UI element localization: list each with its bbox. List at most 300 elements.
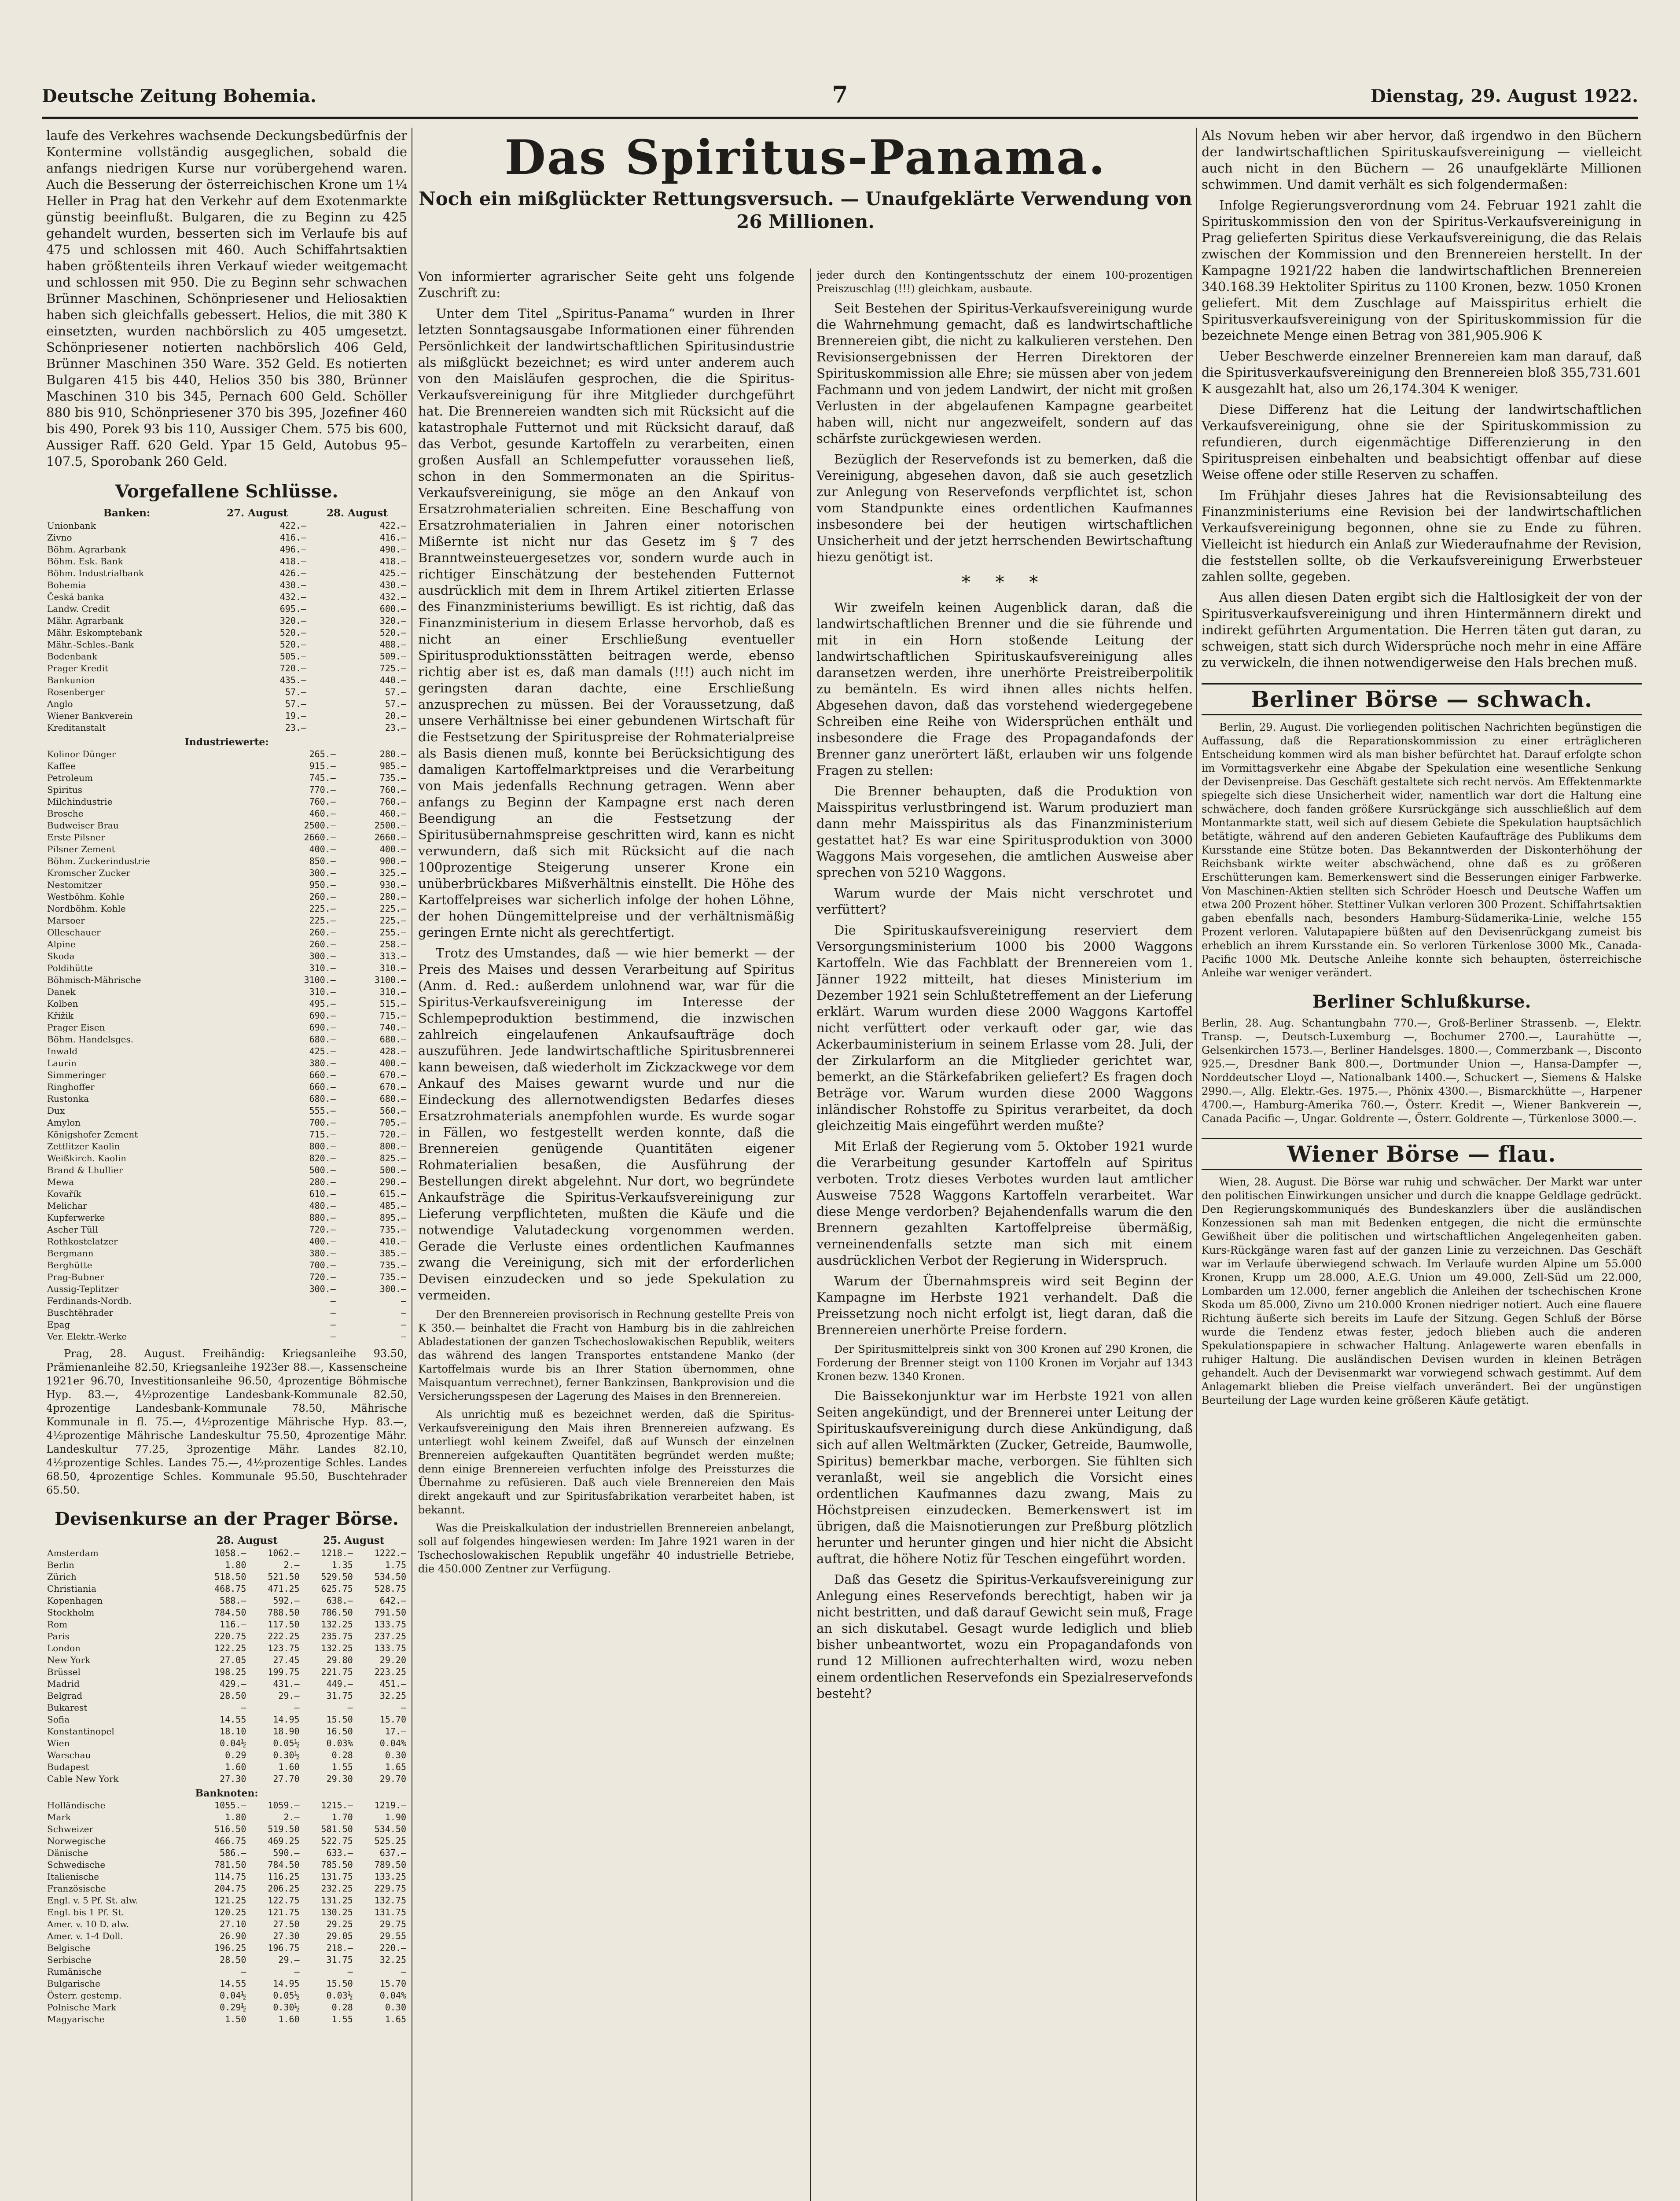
price-value: 800.— xyxy=(379,1141,406,1152)
security-name: Böhm. Industrialbank xyxy=(47,568,144,578)
security-name: New York xyxy=(47,1655,90,1665)
security-name: Kaffee xyxy=(47,761,76,771)
price-value: 0.30½ xyxy=(273,2002,300,2013)
article-paragraph: Der den Brennereien provisorisch in Rechnung gestellte Preis von K 350.— beinhaltet die Fracht von Hamburg bis in die zahlreichen Abladestationen der ganzen Tschechoslowakischen Republik, weiters das während des langen Transportes entstandene Manko (der Kartoffelmais wurde bis an Ihrer Station übernommen, ohne Maisquantum verrechnet), ferner Bankzinsen, Bankprovision und die Versicherungsspesen der Lagerung des Maises in den Brennereien. xyxy=(418,1308,794,1402)
article-paragraph: Aus allen diesen Daten ergibt sich die Haltlosigkeit der von der Spiritusverkaufsvereinigung und ihren Hintermännern direkt und indirekt geführten Argumentation. Die Herren täten gut daran, zu schweigen, statt sich durch Widersprüche noch mehr in eine Affäre zu verwickeln, die ihnen notwendigerweise den Hals brechen muß. xyxy=(1202,590,1642,670)
table-row xyxy=(46,939,407,950)
price-value: 488.— xyxy=(379,639,406,650)
price-value: 600.— xyxy=(379,604,406,614)
security-name: Rustonka xyxy=(47,1093,89,1104)
price-value: 310.— xyxy=(309,963,336,973)
price-value: 380.— xyxy=(309,1058,336,1068)
table-row xyxy=(46,1164,407,1176)
price-value: 440.— xyxy=(379,675,406,685)
article-paragraph: Die Baissekonjunktur war im Herbste 1921 von allen Seiten angekündigt, und der Brennerei unter Leitung der Spirituskaufsvereinigung durch diese Ankündigung, daß sich auf allen Weltmärkten (Zucker, Getreide, Baumwolle, Spiritus) bemerkbar mache, verborgen. Sie fühlten sich veranlaßt, weil sie angeblich die Vorsicht eines ordentlichen Kaufmannes dazu zwang, Mais zu Höchstpreisen einzudecken. Bemerkenswert ist im übrigen, daß die Maisnotierungen zur Preßburg plötzlich herunter und herunter gingen und hier nicht die Absicht auftrat, die höhere Notiz für Teschen eingeführt worden. xyxy=(816,1388,1193,1566)
berlin-exchange-heading: Berliner Börse — schwach. xyxy=(1202,683,1642,715)
price-value: 0.04½ xyxy=(220,1990,246,2001)
security-name: Ascher Tüll xyxy=(47,1224,98,1235)
security-name: Bohemia xyxy=(47,580,86,590)
article-headline: Das Spiritus-Panama. xyxy=(504,130,1107,185)
article-paragraph: Im Frühjahr dieses Jahres hat die Revisionsabteilung des Finanzministeriums eine Revision bei der landwirtschaftlichen Verkaufsvereinigung begonnen, ohne sie zu Ende zu führen. Vielleicht ist hiedurch ein Anlaß zur Wiederaufnahme der Revision, die feststellen sollte, ob die Verkaufsvereinigung Erwerbsteuer zahlen sollte, gegeben. xyxy=(1202,488,1642,584)
price-value: 14.55 xyxy=(220,1714,246,1725)
price-value: 426.— xyxy=(279,568,306,578)
security-name: Skoda xyxy=(47,951,75,961)
price-value: 521.50 xyxy=(268,1572,300,1582)
price-value: 29.25 xyxy=(326,1919,353,1929)
price-value: 380.— xyxy=(309,1248,336,1259)
price-value: 705.— xyxy=(379,1117,406,1128)
security-name: Wien xyxy=(47,1738,70,1748)
price-value: 615.— xyxy=(379,1189,406,1199)
article-paragraph: Infolge Regierungsverordnung vom 24. Februar 1921 zahlt die Spirituskommission den von der Spiritus-Verkaufsvereinigung in Prag gelieferten Spiritus diese Verkaufsvereinigung, die das Relais zwischen der Kommission und den Brennereien herstellt. In der Kampagne 1921/22 haben die landwirtschaftlichen Brennereien 340.168.39 Hektoliter Spiritus zu 1100 Kronen, bezw. 1050 Kronen geliefert. Mit dem Zuschlage auf Maisspiritus erhielt die Spiritusverkaufsvereinigung von der Spirituskommission für die bezeichnete Menge einen Betrag von 381,905.906 K xyxy=(1202,198,1642,343)
security-name: Buschtěhrader xyxy=(47,1307,114,1318)
article-paragraph: Seit Bestehen der Spiritus-Verkaufsvereinigung wurde die Wahrnehmung gemacht, daß es landwirtschaftliche Brennereien gibt, die nicht zu kalkulieren verstehen. Den Revisionsergebnissen der Herren Direktoren der Spirituskommission alle Ehre; sie müssen aber von jedem Fachmann und von jedem Landwirt, der nicht mit großen Verlusten in der abgelaufenen Kampagne gearbeitet haben will, nicht nur angezweifelt, sondern auf das schärfste zurückgewiesen werden. xyxy=(816,301,1193,446)
table-row xyxy=(46,1547,407,1559)
security-name: Amylon xyxy=(47,1117,81,1128)
price-value: 131.75 xyxy=(374,1907,406,1918)
price-value: — xyxy=(401,1319,406,1330)
security-name: Rosenberger xyxy=(47,687,105,697)
price-value: 534.50 xyxy=(374,1572,406,1582)
price-value: 235.75 xyxy=(321,1631,353,1642)
security-name: Holländische xyxy=(47,1800,106,1811)
table-row xyxy=(46,796,407,808)
price-value: 1.60 xyxy=(278,2014,300,2024)
price-value: 3100.— xyxy=(304,975,336,985)
price-value: 422.— xyxy=(379,520,406,531)
security-name: Dux xyxy=(47,1105,65,1116)
table-row xyxy=(46,1871,407,1883)
table-row xyxy=(46,915,407,927)
berlin-closing-heading: Berliner Schlußkurse. xyxy=(1312,991,1531,1012)
price-value: 300.— xyxy=(309,951,336,961)
article-paragraph: Bezüglich der Reservefonds ist zu bemerken, daß die Vereinigung, abgesehen davon, daß sie auch gesetzlich zur Anlegung von Reservefonds verpflichtet ist, schon vom Standpunkte eines ordentlichen Kaufmannes insbesondere bei der heutigen wirtschaftlichen Unsicherheit und der jetzt herrschenden Bewirtschaftung hiezu genötigt ist. xyxy=(816,452,1193,564)
price-value: 232.25 xyxy=(321,1883,353,1894)
security-name: Olleschauer xyxy=(47,927,101,938)
page-number: 7 xyxy=(832,81,848,108)
price-value: 451.— xyxy=(379,1678,406,1689)
price-value: 633.— xyxy=(326,1848,353,1858)
table-row xyxy=(46,1022,407,1034)
price-value: 789.50 xyxy=(374,1859,406,1870)
table-row xyxy=(46,710,407,722)
price-value: 2660.— xyxy=(304,832,336,843)
security-name: Cable New York xyxy=(47,1774,119,1784)
security-name: Warschau xyxy=(47,1750,91,1760)
security-name: Erste Pilsner xyxy=(47,832,105,843)
security-name: Westböhm. Kohle xyxy=(47,891,125,902)
article-paragraph: Diese Differenz hat die Leitung der landwirtschaftlichen Verkaufsvereinigung, ohne sie der Spirituskommission zu refundieren, durch eigenmächtige Differenzierung in den Spirituspreisen einbehalten und beabsichtigt offenbar auf diese Weise offene oder stille Reserven zu schaffen. xyxy=(1202,402,1642,482)
security-name: Inwald xyxy=(47,1046,78,1056)
price-value: 642.— xyxy=(379,1595,406,1606)
price-value: 237.25 xyxy=(374,1631,406,1642)
security-name: Petroleum xyxy=(47,773,93,783)
article-subcolumn-left xyxy=(418,269,794,2201)
price-value: 518.50 xyxy=(214,1572,246,1582)
price-value: 0.28 xyxy=(331,2002,353,2013)
security-name: Milchindustrie xyxy=(47,796,113,807)
table-row xyxy=(46,843,407,855)
price-value: 225.— xyxy=(309,903,336,914)
price-value: 28.50 xyxy=(220,1690,246,1701)
price-value: 788.50 xyxy=(268,1607,300,1618)
price-value: 0.28 xyxy=(331,1750,353,1760)
price-value: 520.— xyxy=(279,627,306,638)
price-value: 27.10 xyxy=(220,1919,246,1929)
price-value: 1219.— xyxy=(374,1800,406,1811)
price-value: 625.75 xyxy=(321,1583,353,1594)
price-value: 680.— xyxy=(309,1034,336,1045)
table-row xyxy=(46,1702,407,1714)
price-value: 425.— xyxy=(379,568,406,578)
closing-prices-table xyxy=(46,506,407,734)
price-value: 225.— xyxy=(379,903,406,914)
price-value: 117.50 xyxy=(268,1619,300,1630)
table-row xyxy=(46,808,407,820)
price-value: 400.— xyxy=(379,1058,406,1068)
industry-prices-body xyxy=(46,748,407,1343)
price-value: 950.— xyxy=(309,880,336,890)
price-value: 525.25 xyxy=(374,1836,406,1846)
page-header xyxy=(42,81,1638,121)
security-name: Danek xyxy=(47,986,76,997)
security-name: Kovařík xyxy=(47,1189,81,1199)
price-value: 0.04% xyxy=(379,1990,406,2001)
price-value: 1059.— xyxy=(268,1800,300,1811)
price-value: 385.— xyxy=(379,1248,406,1259)
price-value: — xyxy=(294,1966,300,1977)
security-name: Alpine xyxy=(47,939,76,950)
price-value: 57.— xyxy=(285,687,306,697)
price-value: 0.04½ xyxy=(220,1738,246,1748)
price-value: 122.25 xyxy=(214,1643,246,1653)
price-value: 1222.— xyxy=(374,1548,406,1558)
price-value: 0.04% xyxy=(379,1738,406,1748)
price-value: 57.— xyxy=(285,699,306,709)
price-value: 2500.— xyxy=(304,820,336,831)
table-row xyxy=(46,950,407,962)
price-value: 469.25 xyxy=(268,1836,300,1846)
price-value: 310.— xyxy=(379,963,406,973)
price-value: 1.80 xyxy=(225,1560,246,1570)
table-row xyxy=(46,1069,407,1081)
price-value: 18.90 xyxy=(273,1726,300,1737)
price-value: 27.70 xyxy=(273,1774,300,1784)
table-row xyxy=(46,1595,407,1607)
security-name: Brosche xyxy=(47,808,84,819)
price-value: 490.— xyxy=(379,544,406,555)
table-row xyxy=(46,544,407,556)
price-value: 1.60 xyxy=(225,1762,246,1772)
price-value: 28.50 xyxy=(220,1954,246,1965)
column-rule xyxy=(1196,128,1197,2201)
price-value: 418.— xyxy=(279,556,306,567)
table-row xyxy=(46,748,407,760)
article-subcolumn-right xyxy=(816,269,1193,2201)
security-name: Budapest xyxy=(47,1762,89,1772)
table-header: 25. August xyxy=(323,1535,385,1546)
table-row xyxy=(46,1631,407,1642)
table-row xyxy=(46,1010,407,1022)
price-value: 0.30½ xyxy=(273,1750,300,1760)
price-value: 255.— xyxy=(379,927,406,938)
price-value: — xyxy=(401,1307,406,1318)
table-row xyxy=(46,760,407,772)
table-row xyxy=(46,1811,407,1823)
price-value: 416.— xyxy=(279,532,306,543)
price-value: 1.55 xyxy=(331,2014,353,2024)
price-value: 199.75 xyxy=(268,1667,300,1677)
price-value: 2.— xyxy=(283,1812,300,1822)
price-value: 500.— xyxy=(379,1165,406,1175)
price-value: 1062.— xyxy=(268,1548,300,1558)
table-row xyxy=(46,615,407,627)
table-row xyxy=(46,1224,407,1236)
price-value: 223.25 xyxy=(374,1667,406,1677)
table-row xyxy=(46,1319,407,1331)
security-name: Kolben xyxy=(47,998,78,1009)
table-row xyxy=(46,579,407,591)
price-value: 586.— xyxy=(220,1848,246,1858)
table-row xyxy=(46,627,407,639)
price-value: 218.— xyxy=(326,1943,353,1953)
berlin-exchange-report: Berlin, 29. August. Die vorliegenden politischen Nachrichten begünstigen die Auffassung, daß die Reparationskommission zu einer erträglicheren Entscheidung kommen wird als man bisher befürchtet hat. Darauf erfolgte schon im Vormittagsverkehr eine Abgabe der Spekulation eine wesentliche Senkung der Devisenpreise. Das Geschäft gestaltete sich recht nervös. Am Effektenmarkte spiegelte sich diese Unsicherheit wider, namentlich war dort die Haltung eine schwächere, doch fanden größere Kursrückgänge sich ausschließlich auf dem Montanmarkte statt, weil sich auf diesem Gebiete die Spekulation hauptsächlich betätigte, während auf den anderen Gebieten Kaufaufträge des Publikums dem Kursstande eine Stütze boten. Das Bekanntwerden der Diskonterhöhung der Reichsbank wirkte weiter abschwächend, ohne daß es zu größeren Erschütterungen kam. Bemerkenswert sind die Besserungen einiger Farbwerke. Von Maschinen-Aktien stellten sich Schröder Hoesch und Deutsche Waffen um etwa 200 Prozent höher. Stettiner Vulkan verloren 300 Prozent. Schiffahrtsaktien gaben ebenfalls nach, besonders Hamburg-Südamerika-Linie, welche 155 Prozent verloren. Valutapapiere büßten auf den Devisenrückgang zumeist bis erheblich an ihrem Kursstande ein. So verloren Türkenlose 3000 Mk., Canada-Pacific 1000 Mk. Deutsche Anleihe konnte sich behaupten, österreichische Anleihe war weniger verändert. xyxy=(1202,721,1642,979)
security-name: Zivno xyxy=(47,532,72,543)
price-value: 505.— xyxy=(279,651,306,662)
security-name: Schwedische xyxy=(47,1859,106,1870)
table-row xyxy=(46,1105,407,1117)
price-value: 14.55 xyxy=(220,1978,246,1989)
price-value: 29.20 xyxy=(379,1655,406,1665)
price-value: — xyxy=(347,1702,353,1713)
table-row xyxy=(46,1666,407,1678)
price-value: 32.25 xyxy=(379,1954,406,1965)
table-row xyxy=(46,1176,407,1188)
price-value: 610.— xyxy=(309,1189,336,1199)
price-value: 16.50 xyxy=(326,1726,353,1737)
price-value: — xyxy=(241,1702,246,1713)
price-value: 320.— xyxy=(279,615,306,626)
table-row xyxy=(46,1642,407,1654)
table-row xyxy=(46,1954,407,1966)
table-row xyxy=(46,1331,407,1343)
price-value: 915.— xyxy=(309,761,336,771)
table-row xyxy=(46,1907,407,1918)
price-value: 471.25 xyxy=(268,1583,300,1594)
security-name: Österr. gestemp. xyxy=(47,1990,122,2001)
table-row xyxy=(46,1607,407,1619)
table-row xyxy=(46,1152,407,1164)
devisen-body xyxy=(46,1547,407,1785)
price-value: 29.30 xyxy=(326,1774,353,1784)
security-name: Rothkostelatzer xyxy=(47,1236,118,1247)
table-row xyxy=(46,1918,407,1930)
price-value: 29.70 xyxy=(379,1774,406,1784)
price-value: 735.— xyxy=(379,1224,406,1235)
table-row xyxy=(46,639,407,651)
price-value: 534.50 xyxy=(374,1824,406,1834)
price-value: 519.50 xyxy=(268,1824,300,1834)
price-value: 15.70 xyxy=(379,1714,406,1725)
price-value: 1.60 xyxy=(278,1762,300,1772)
table-row xyxy=(46,1045,407,1057)
price-value: 300.— xyxy=(379,1284,406,1294)
security-name: Pilsner Zement xyxy=(47,844,115,854)
price-value: 1218.— xyxy=(321,1548,353,1558)
price-value: 1.70 xyxy=(331,1812,353,1822)
table-row xyxy=(46,651,407,663)
security-name: Poldihütte xyxy=(47,963,93,973)
price-value: 20.— xyxy=(385,710,406,721)
article-paragraph: Als unrichtig muß es bezeichnet werden, daß die Spiritus-Verkaufsvereinigung den Mais ihren Brennereien aufzwang. Es unterliegt wohl keinem Zweifel, daß auf Wunsch der einzelnen Brennereien aufgekauften Quantitäten begründet werden mußte; denn einige Brennereien verfuchten infolge des Preissturzes die Übernahme zu refüsieren. Daß auch viele Brennereien den Mais direkt angekauft und zur Spiritusfabrikation verarbeitet haben, ist bekannt. xyxy=(418,1408,794,1516)
price-value: 0.05½ xyxy=(273,1990,300,2001)
security-name: Mähr. Eskomptebank xyxy=(47,627,142,638)
security-name: Ver. Elektr.-Werke xyxy=(47,1331,127,1342)
security-name: Bankunion xyxy=(47,675,95,685)
price-value: 18.10 xyxy=(220,1726,246,1737)
table-row xyxy=(46,1619,407,1631)
table-row xyxy=(46,1800,407,1811)
price-value: 57.— xyxy=(385,687,406,697)
security-name: Brand & Lhullier xyxy=(47,1165,123,1175)
price-value: 132.25 xyxy=(321,1643,353,1653)
table-row xyxy=(46,674,407,686)
security-name: Nestomitzer xyxy=(47,880,103,890)
table-header xyxy=(46,1534,194,1547)
price-value: 770.— xyxy=(309,784,336,795)
security-name: London xyxy=(47,1643,81,1653)
price-value: 260.— xyxy=(309,927,336,938)
price-value: 460.— xyxy=(309,808,336,819)
article-paragraph: Unter dem Titel „Spiritus-Panama“ wurden in Ihrer letzten Sonntagsausgabe Informationen einer führenden Persönlichkeit der landwirtschaftlichen Spiritusindustrie als mißglückt bezeichnet; es wird unter anderem auch von den Maisläufen gesprochen, die die Spiritus-Verkaufsvereinigung für ihre Mitglieder durchgeführt hat. Die Brennereien wandten sich mit Rücksicht auf die katastrophale Futternot und mit Rücksicht darauf, daß das Verbot, gesunde Kartoffeln zu verarbeiten, einen großen Ausfall an Schlempefutter voraussehen ließ, schon in den Sommermonaten an die Spiritus-Verkaufsvereinigung, sie möge an den Ankauf von Ersatzrohmaterialien schreiten. Eine Beschaffung von Ersatzrohmaterialien in Jahren einer notorischen Mißernte ist nicht nur das Gesetz im § 7 des Branntweinsteuergesetzes vor, sondern wurde auch in richtiger Einschätzung der bestehenden Futternot ausdrücklich mit dem in Ihrem Artikel zitierten Erlasse des Finanzministeriums bewilligt. Es ist richtig, daß das Finanzministerium in diesem Erlasse hervorhob, daß es nicht an einer Erschließung eventueller Spiritusproduktionsstätten beitragen werde, ebenso richtig aber ist es, daß man damals (!!!) auch nicht im geringsten daran dachte, eine Erschließung anzusprechen zu müssen. Bei der Voraussetzung, daß unsere Verhältnisse bei einer gebundenen Wirtschaft für die Festsetzung der Spirituspreise der Rohmaterialpreise als Basis dienen muß, konnte bei Berücksichtigung des damaligen Kartoffelmarktpreises und die Verarbeitung von Mais jedenfalls Rechnung getragen. Wenn aber anfangs zu Beginn der Kampagne erst nach deren Beendigung an die Festsetzung der Spiritusübernahmspreise geschritten wird, kann es nicht verwundern, daß sich mit Rücksicht auf die nach 100prozentige Steigerung unserer Krone ein unüberbrückbares Mißverhältnis einstellt. Die Höhe des Kartoffelpreises war sicherlich infolge der hohen Löhne, der hohen Düngemittelpreise und der verhältnismäßig geringen Ernte nicht als gerechtfertigt. xyxy=(418,306,794,940)
price-value: 760.— xyxy=(309,796,336,807)
article-paragraph: Die Brenner behaupten, daß die Produktion von Maisspiritus verlustbringend ist. Warum produziert man dann mehr Maisspiritus als das Finanzministerium gestattet hat? Es war eine Spiritusproduktion von 3000 Waggons Mais vorgesehen, die amtlichen Ausweise aber sprechen von 5210 Waggons. xyxy=(816,784,1193,880)
price-value: 400.— xyxy=(379,844,406,854)
price-value: 435.— xyxy=(279,675,306,685)
price-value: 1.35 xyxy=(331,1560,353,1570)
table-row xyxy=(46,1654,407,1666)
price-value: 930.— xyxy=(379,880,406,890)
table-row xyxy=(46,1129,407,1141)
security-name: Konstantinopel xyxy=(47,1726,114,1737)
price-value: 2.— xyxy=(283,1560,300,1570)
table-row xyxy=(46,998,407,1010)
price-value: 800.— xyxy=(309,1141,336,1152)
price-value: 592.— xyxy=(273,1595,300,1606)
table-row xyxy=(46,1212,407,1224)
price-value: 120.25 xyxy=(214,1907,246,1918)
table-row xyxy=(46,1117,407,1129)
article-paragraph: Warum der Übernahmspreis wird seit Beginn der Kampagne im Herbste 1921 verhandelt. Daß die Preissetzung noch nicht erfolgt ist, liegt daran, daß die Brennereien unerhörte Preise fordern. xyxy=(816,1273,1193,1337)
price-value: 220.— xyxy=(379,1943,406,1953)
price-value: 130.25 xyxy=(321,1907,353,1918)
security-name: Französische xyxy=(47,1883,106,1894)
security-name: Rumänische xyxy=(47,1966,102,1977)
price-value: 660.— xyxy=(309,1070,336,1080)
price-value: — xyxy=(330,1331,336,1342)
price-value: 466.75 xyxy=(214,1836,246,1846)
price-value: 15.50 xyxy=(326,1978,353,1989)
price-value: — xyxy=(401,1702,406,1713)
price-value: 850.— xyxy=(309,856,336,866)
devisen-section-heading: Devisenkurse an der Prager Börse. xyxy=(55,1509,399,1529)
price-value: 725.— xyxy=(379,663,406,674)
table-row xyxy=(46,832,407,843)
price-value: 29.— xyxy=(278,1954,300,1965)
price-value: 19.— xyxy=(285,710,306,721)
bond-note: Prag, 28. August. Freihändig: Kriegsanleihe 93.50, Prämienanleihe 82.50, Kriegsanleihe 1923er 88.—, Kassenscheine 1921er 96.70, Investitionsanleihe 96.50, 4prozentige Böhmische Hyp. 83.—, 4½prozentige Landesbank-Kommunale 82.50, 4prozentige Landesbank-Kommunale 78.50, Mährische Kommunale in fl. 75.—, 4½prozentige Mährische Hyp. 83.—, 4½prozentige Mährische Landeskultur 75.50, 4prozentige Mähr. Landeskultur 77.25, 3prozentige Mähr. Landes 82.10, 4½prozentige Schles. Landes 75.—, 4½prozentige Schles. Landes 68.50, 4prozentige Schles. Kommunale 95.50, Buschtehrader 65.50. xyxy=(46,1347,407,1496)
table-row xyxy=(46,1200,407,1212)
price-value: 791.50 xyxy=(374,1607,406,1618)
table-row xyxy=(46,722,407,734)
security-name: Epag xyxy=(47,1319,70,1330)
price-value: 116.25 xyxy=(268,1871,300,1882)
security-name: Kupferwerke xyxy=(47,1212,105,1223)
price-value: 400.— xyxy=(309,1236,336,1247)
table-row xyxy=(46,1034,407,1045)
table-row xyxy=(46,1081,407,1093)
table-row xyxy=(46,1295,407,1307)
table-row xyxy=(46,1571,407,1583)
price-value: 133.75 xyxy=(374,1619,406,1630)
price-value: 745.— xyxy=(309,773,336,783)
price-value: 1.90 xyxy=(385,1812,406,1822)
devisen-table xyxy=(46,1534,407,2025)
price-value: — xyxy=(330,1307,336,1318)
price-value: 985.— xyxy=(379,761,406,771)
security-name: Italienische xyxy=(47,1871,99,1882)
price-value: 720.— xyxy=(379,1129,406,1140)
table-row xyxy=(46,1859,407,1871)
security-name: Paris xyxy=(47,1631,70,1642)
price-value: 785.50 xyxy=(321,1859,353,1870)
price-value: 820.— xyxy=(309,1153,336,1163)
article-paragraph: Wir zweifeln keinen Augenblick daran, daß die landwirtschaftlichen Brenner und die sie führende und mit in ein Horn stoßende Leitung der landwirtschaftlichen Spirituskaufsvereinigung alles daransetzen werden, ihre unerhörte Preistreiberpolitik zu bemänteln. Es wird ihnen alles nichts helfen. Abgesehen davon, daß das vorstehend wiedergegebene Schreiben eine Reihe von Widersprüchen enthält und insbesondere die Frage des Propagandafonds der Brenner ganz unerörtert läßt, erlauben wir uns folgende Fragen zu stellen: xyxy=(816,600,1193,778)
price-value: 720.— xyxy=(279,663,306,674)
table-header: Banken: xyxy=(103,507,151,519)
masthead: Deutsche Zeitung Bohemia. xyxy=(42,86,316,107)
article-paragraph: Die Spirituskaufsvereinigung reserviert dem Versorgungsministerium 1000 bis 2000 Waggons Kartoffeln. Wie das Fachblatt der Brennereien vom 1. Jänner 1922 mitteilt, hat dieses Ministerium im Dezember 1921 sein Schlußtetreffement an der Lieferung erklärt. Warum wurden diese 2000 Waggons Kartoffel nicht verfüttert oder verkauft oder gar, wie das Ackerbauministerium in seinem Erlasse vom 28. Juli, der der Zirkularform an die Mitglieder gerichtet war, bemerkt, an die Stärkefabriken geliefert? Es fragen doch Beträge vor. Warum wurden diese 2000 Waggons inländischer Rohstoffe zu Spiritus verarbeitet, da doch gleichzeitig Mais eingeführt werden mußte? xyxy=(816,923,1193,1133)
table-row xyxy=(46,1714,407,1726)
price-value: 225.— xyxy=(379,915,406,926)
price-value: 133.75 xyxy=(374,1643,406,1653)
table-row xyxy=(46,1835,407,1847)
table-row xyxy=(46,520,407,532)
price-value: 229.75 xyxy=(374,1883,406,1894)
table-row xyxy=(46,1883,407,1895)
security-name: Böhmisch-Mährische xyxy=(47,975,141,985)
article-paragraph: Warum wurde der Mais nicht verschrotet und verfüttert? xyxy=(816,886,1193,917)
price-value: 132.75 xyxy=(374,1895,406,1906)
price-value: 320.— xyxy=(379,615,406,626)
price-value: 496.— xyxy=(279,544,306,555)
table-row xyxy=(46,698,407,710)
price-value: 400.— xyxy=(309,844,336,854)
table-row xyxy=(46,1559,407,1571)
price-value: 29.80 xyxy=(326,1655,353,1665)
security-name: Ringhoffer xyxy=(47,1082,95,1092)
price-value: — xyxy=(401,1296,406,1306)
market-report-text: laufe des Verkehres wachsende Deckungsbedürfnis der Kontermine vollständig ausgeglichen, sobald die anfangs niedrigen Kurse nur vorübergehend waren. Auch die Besserung der österreichischen Krone um 1¼ Heller in Prag hat den Verkehr auf dem Exotenmarkte günstig beeinflußt. Bulgaren, die zu Beginn zu 425 gehandelt wurden, besserten sich im Verlaufe bis auf 475 und schlossen mit 460. Auch Schiffahrtsaktien haben größtenteils ihren Verkauf wieder weitgemacht und schlossen mit 950. Die zu Beginn sehr schwachen Brünner Maschinen, Schönpriesener und Heliosaktien haben sich gleichfalls gebessert. Helios, die mit 380 K einsetzten, wurden nachbörslich zu 405 umgesetzt. Schönpriesener notierten nachbörslich 406 Geld, Brünner Maschinen 350 Ware. 352 Geld. Es notierten Bulgaren 415 bis 440, Helios 350 bis 380, Brünner Maschinen 310 bis 345, Pernach 600 Geld. Schöller 880 bis 910, Schönpriesener 370 bis 395, Jozefiner 460 bis 490, Porek 93 bis 110, Aussiger Chem. 575 bis 600, Aussiger Raff. 620 Geld. Ypar 15 Geld, Autobus 95–107.5, Sporobank 260 Geld. xyxy=(46,128,407,469)
price-value: 121.75 xyxy=(268,1907,300,1918)
berlin-closing-prices: Berlin, 28. Aug. Schantungbahn 770.—, Groß-Berliner Strassenb. —, Elektr. Transp. —, Deutsch-Luxemburg —, Bochumer 2700.—, Laurahütte —, Gelsenkirchen 1573.—, Berliner Handelsges. 1800.—, Commerzbank —, Disconto 925.—, Dresdner Bank 800.—, Dortmunder Union —, Hansa-Dampfer —, Norddeutscher Lloyd —, Nationalbank 1400.—, Schuckert —, Siemens & Halske 2990.—, Allg. Elektr.-Ges. 1975.—, Phönix 4300.—, Bismarckhütte —, Harpener 4700.—, Hamburg-Amerika 760.—, Österr. Kredit —, Wiener Bankverein —, Canada Pacific —, Ungar. Goldrente —, Österr. Goldrente —, Türkenlose 3000.—. xyxy=(1202,1017,1642,1125)
security-name: Serbische xyxy=(47,1954,92,1965)
price-value: 740.— xyxy=(379,1022,406,1033)
price-value: 0.29 xyxy=(225,1750,246,1760)
price-value: 449.— xyxy=(326,1678,353,1689)
security-name: Křižik xyxy=(47,1010,74,1021)
security-name: Belgische xyxy=(47,1943,91,1953)
